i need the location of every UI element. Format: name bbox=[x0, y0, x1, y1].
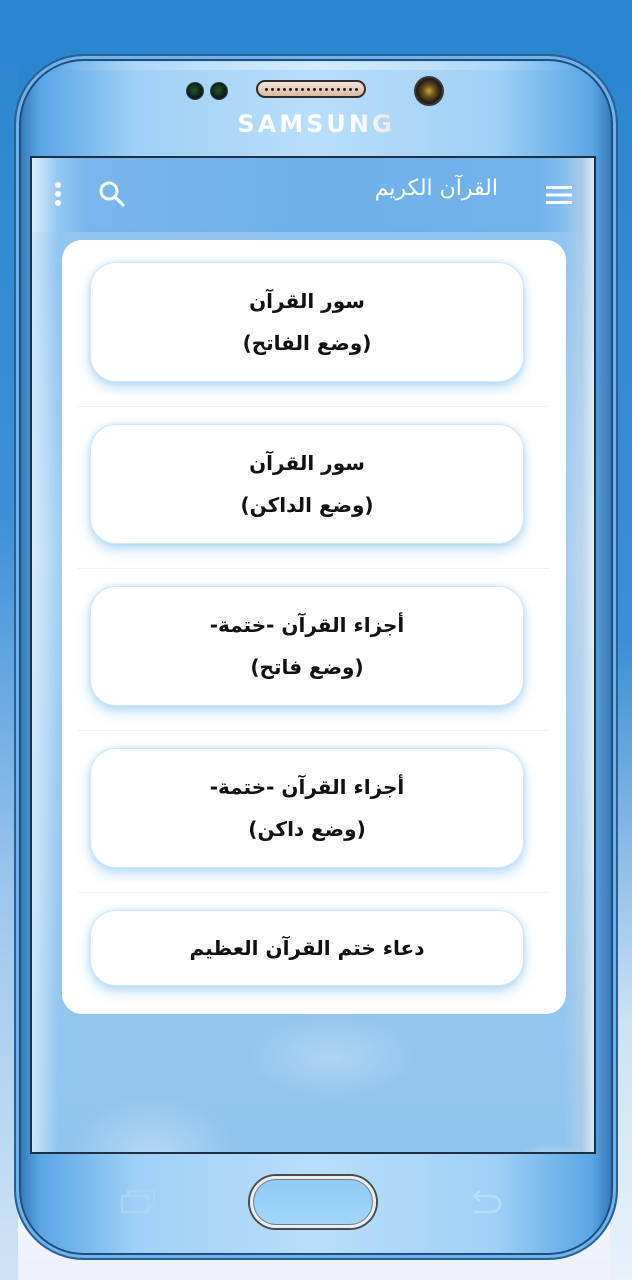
app-bar bbox=[32, 158, 594, 232]
menu-card bbox=[62, 240, 566, 1014]
menu-item-title: أجزاء القرآن -ختمة- bbox=[209, 775, 405, 799]
divider bbox=[78, 892, 550, 893]
device-brand-logo: SAMSUNG bbox=[0, 110, 632, 138]
menu-item-juz-light[interactable] bbox=[90, 586, 524, 706]
menu-item-subtitle: (وضع داكن) bbox=[248, 817, 366, 841]
proximity-sensor-icon bbox=[186, 82, 204, 100]
menu-item-title: سور القرآن bbox=[249, 289, 365, 313]
screen-edge-right bbox=[564, 158, 594, 1152]
menu-item-subtitle: (وضع الفاتح) bbox=[242, 331, 372, 355]
phone-shine bbox=[56, 62, 576, 70]
menu-item-title: سور القرآن bbox=[249, 451, 365, 475]
divider bbox=[78, 730, 550, 731]
divider bbox=[78, 406, 550, 407]
home-button[interactable] bbox=[250, 1176, 376, 1228]
divider bbox=[78, 568, 550, 569]
menu-item-title: دعاء ختم القرآن العظيم bbox=[189, 936, 425, 960]
menu-item-surahs-dark[interactable] bbox=[90, 424, 524, 544]
menu-item-subtitle: (وضع الداكن) bbox=[240, 493, 374, 517]
back-icon[interactable] bbox=[468, 1188, 504, 1214]
menu-item-juz-dark[interactable] bbox=[90, 748, 524, 868]
menu-item-subtitle: (وضع فاتح) bbox=[250, 655, 364, 679]
menu-item-khatm-dua[interactable] bbox=[90, 910, 524, 986]
menu-item-surahs-light[interactable] bbox=[90, 262, 524, 382]
light-sensor-icon bbox=[210, 82, 228, 100]
screen-edge-left bbox=[32, 158, 58, 1152]
menu-item-title: أجزاء القرآن -ختمة- bbox=[209, 613, 405, 637]
earpiece-speaker-icon bbox=[256, 80, 366, 98]
app-title: القرآن الكريم bbox=[374, 176, 498, 201]
front-camera-icon bbox=[414, 76, 444, 106]
search-icon[interactable] bbox=[96, 178, 128, 210]
app-screen bbox=[30, 156, 596, 1154]
recent-apps-icon[interactable] bbox=[120, 1188, 156, 1214]
